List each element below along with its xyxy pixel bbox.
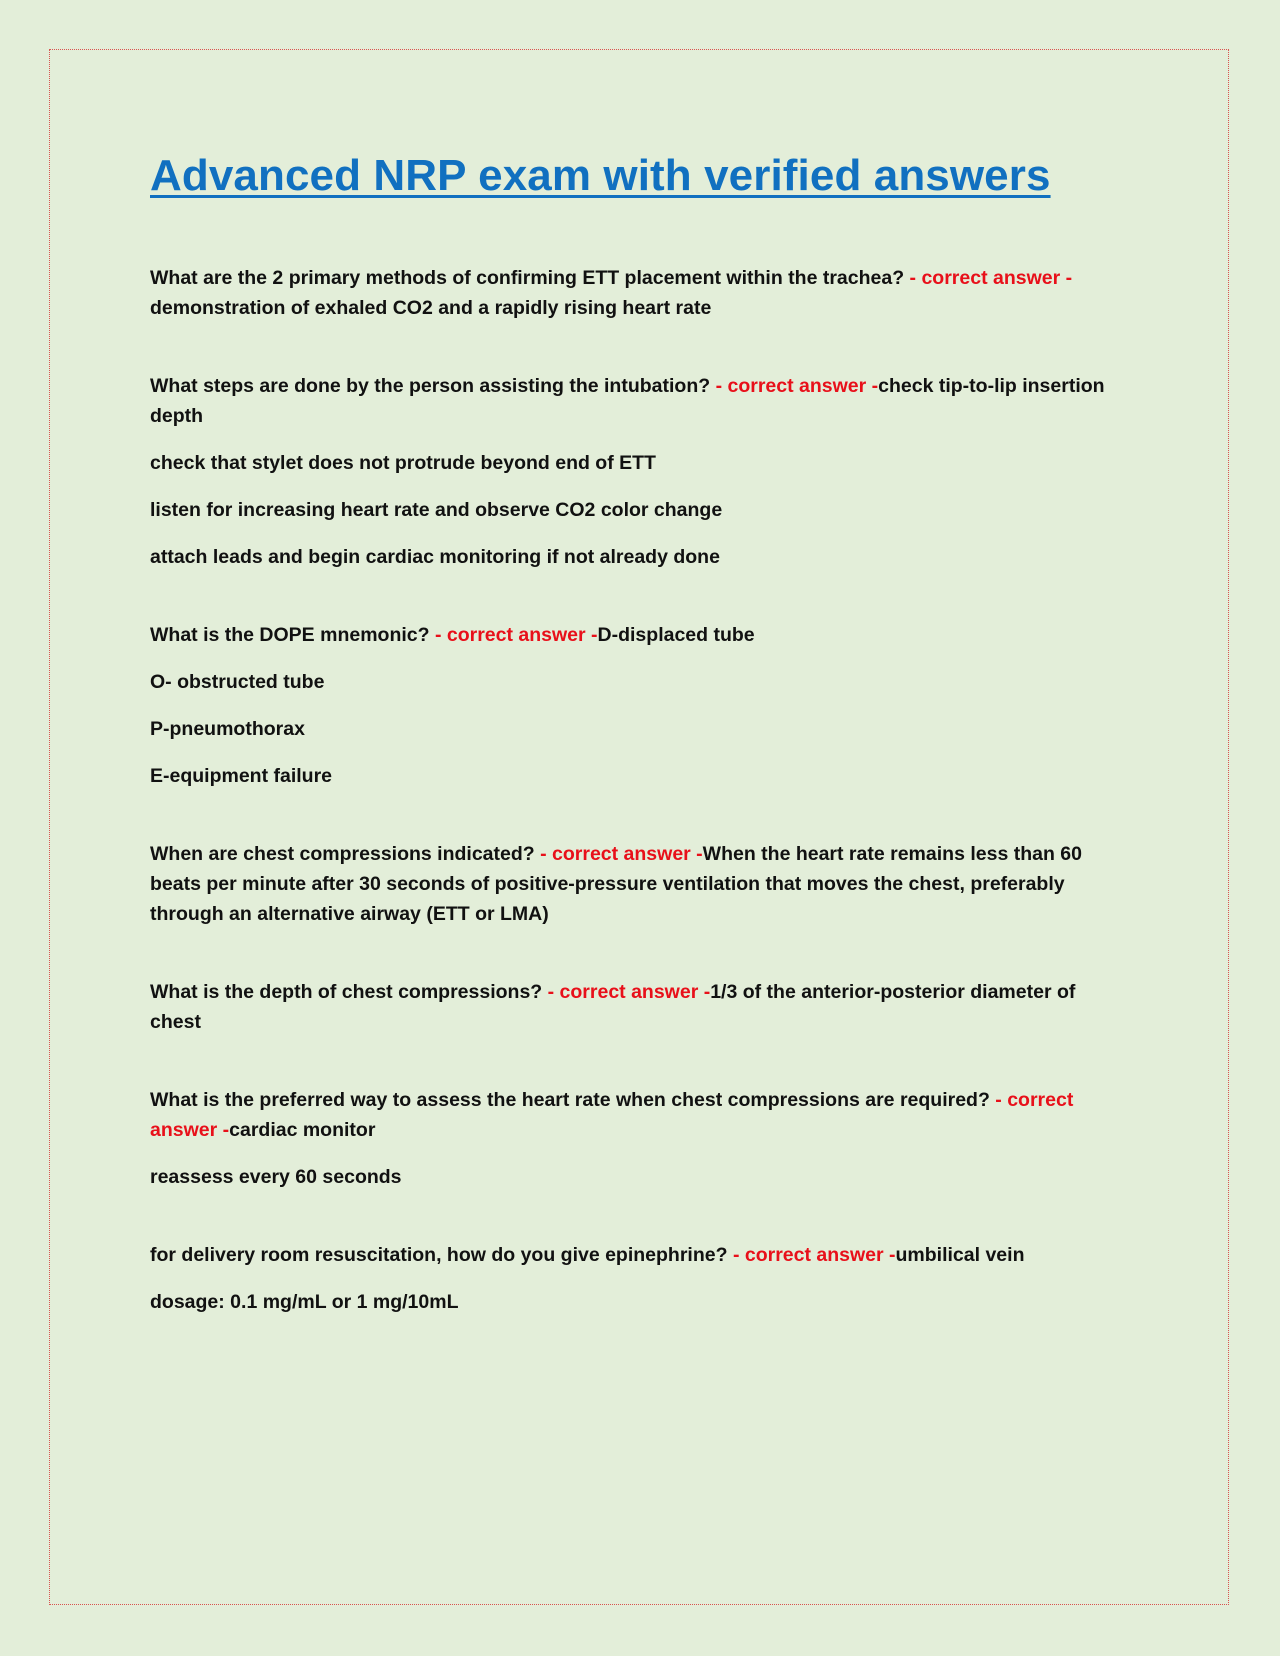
answer-text: When the heart rate remains less than 60 beats per minute after 30 seconds of positive-pressure ventilation that moves the chest, preferably through an alternative airway (ETT or LMA) bbox=[150, 842, 1082, 925]
answer-text: D-displaced tube bbox=[597, 623, 755, 646]
question-text: What is the depth of chest compressions? bbox=[150, 980, 543, 1003]
qa-line bbox=[150, 839, 1120, 929]
qa-list bbox=[150, 263, 1120, 1317]
question-text: When are chest compressions indicated? bbox=[150, 842, 535, 865]
correct-answer-marker: - correct answer - bbox=[727, 1243, 896, 1266]
answer-detail-line: check that stylet does not protrude beyond end of ETT bbox=[150, 451, 656, 474]
answer-text: umbilical vein bbox=[895, 1243, 1025, 1266]
document-body bbox=[150, 150, 1120, 1365]
qa-line bbox=[150, 263, 1120, 323]
answer-detail-line: attach leads and begin cardiac monitoring if not already done bbox=[150, 545, 720, 568]
correct-answer-marker: - correct answer - bbox=[904, 266, 1073, 289]
page-title: Advanced NRP exam with verified answers bbox=[150, 151, 1051, 200]
qa-item bbox=[150, 263, 1120, 323]
correct-answer-marker: - correct answer - bbox=[534, 842, 703, 865]
answer-text: 1/3 of the anterior-posterior diameter of chest bbox=[150, 980, 1076, 1033]
qa-item bbox=[150, 977, 1120, 1037]
qa-item bbox=[150, 839, 1120, 929]
answer-detail-line: P-pneumothorax bbox=[150, 717, 305, 740]
correct-answer-marker: - correct answer - bbox=[150, 1088, 1074, 1141]
question-text: for delivery room resuscitation, how do you give epinephrine? bbox=[150, 1243, 728, 1266]
answer-detail-line: E-equipment failure bbox=[150, 764, 333, 787]
correct-answer-marker: - correct answer - bbox=[542, 980, 711, 1003]
question-text: What is the preferred way to assess the heart rate when chest compressions are required? bbox=[150, 1088, 990, 1111]
qa-item bbox=[150, 620, 1120, 791]
qa-line bbox=[150, 620, 1120, 650]
question-text: What are the 2 primary methods of confirming ETT placement within the trachea? bbox=[150, 266, 905, 289]
qa-line bbox=[150, 977, 1120, 1037]
correct-answer-marker: - correct answer - bbox=[710, 374, 879, 397]
question-text: What is the DOPE mnemonic? bbox=[150, 623, 430, 646]
answer-text: cardiac monitor bbox=[229, 1118, 376, 1141]
correct-answer-marker: - correct answer - bbox=[429, 623, 598, 646]
answer-detail-line: dosage: 0.1 mg/mL or 1 mg/10mL bbox=[150, 1290, 459, 1313]
question-text: What steps are done by the person assisting the intubation? bbox=[150, 374, 711, 397]
answer-text: demonstration of exhaled CO2 and a rapidly rising heart rate bbox=[150, 296, 712, 319]
qa-line bbox=[150, 1240, 1120, 1270]
answer-detail-line: reassess every 60 seconds bbox=[150, 1165, 402, 1188]
answer-text: check tip-to-lip insertion depth bbox=[150, 374, 1105, 427]
answer-detail-line: O- obstructed tube bbox=[150, 670, 325, 693]
qa-line bbox=[150, 371, 1120, 431]
qa-line bbox=[150, 1085, 1120, 1145]
qa-item bbox=[150, 1085, 1120, 1192]
answer-detail-line: listen for increasing heart rate and observe CO2 color change bbox=[150, 498, 723, 521]
qa-item bbox=[150, 1240, 1120, 1317]
qa-item bbox=[150, 371, 1120, 572]
